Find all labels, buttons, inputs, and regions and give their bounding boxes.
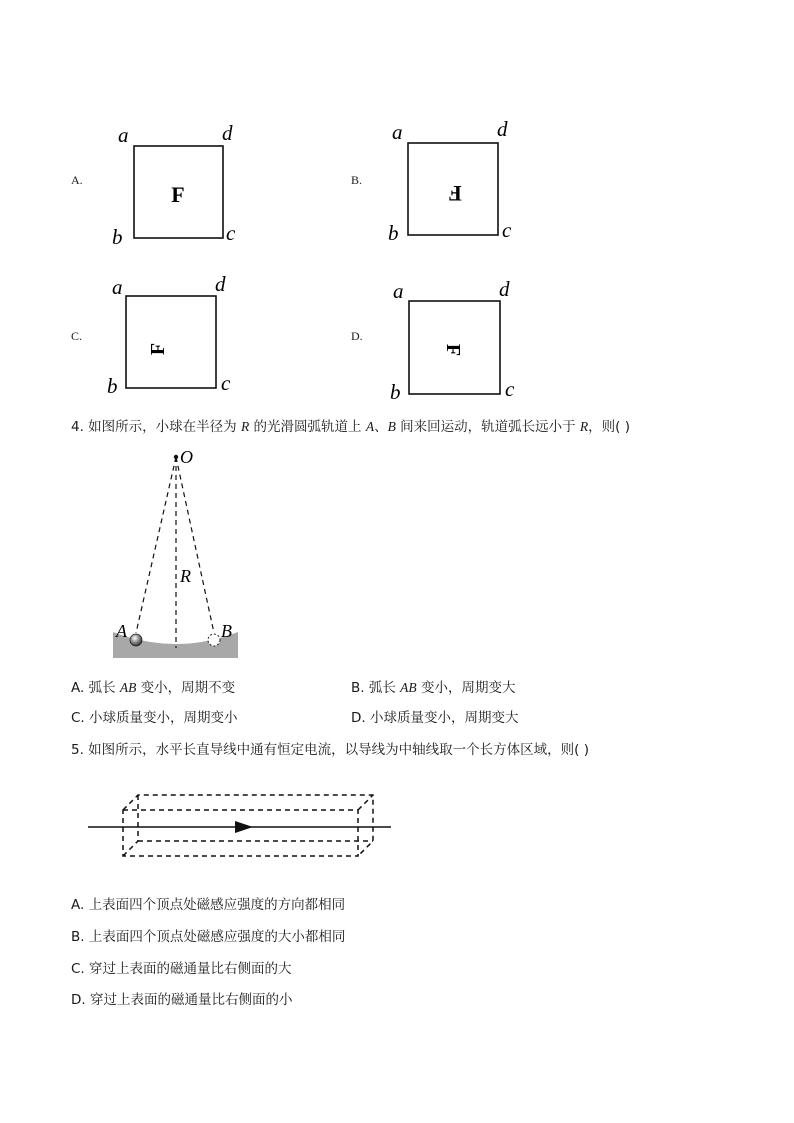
option-letter: A.: [71, 897, 85, 913]
option-text: 小球质量变小，周期变大: [369, 710, 519, 726]
corner-label-d: d: [215, 272, 226, 296]
q4-stem: [71, 415, 630, 435]
letter-f-glyph: F: [448, 181, 462, 206]
q5-option-b: [71, 925, 345, 945]
option-letter: D.: [351, 710, 366, 726]
corner-label-a: a: [393, 279, 404, 303]
q4-option-d: [351, 706, 518, 726]
square-diagram: [384, 275, 524, 405]
q5-option-a: [71, 893, 345, 913]
dashed-line-oa: [136, 457, 176, 633]
corner-label-d: d: [222, 121, 233, 145]
corner-label-c: c: [505, 377, 515, 401]
wire-cuboid-figure: [85, 790, 395, 865]
option-symbol: AB: [119, 680, 137, 695]
letter-f-glyph: F: [171, 182, 185, 207]
option-letter: D.: [351, 329, 363, 343]
current-direction-arrow: [235, 821, 253, 833]
corner-label-a: a: [392, 120, 403, 144]
corner-label-b: b: [107, 374, 118, 398]
square-diagram: [100, 270, 240, 400]
label-o: O: [180, 447, 193, 467]
corner-label-c: c: [221, 371, 231, 395]
label-a: A: [116, 621, 127, 641]
square-diagram: [382, 116, 522, 246]
corner-label-d: d: [497, 117, 508, 141]
corner-label-b: b: [388, 221, 399, 245]
corner-label-a: a: [112, 275, 123, 299]
corner-label-c: c: [502, 218, 512, 242]
option-letter: C.: [71, 329, 83, 343]
stem-text: 间来回运动，轨道弧长远小于: [395, 419, 580, 435]
stem-text: 的光滑圆弧轨道上: [249, 419, 366, 435]
stem-text: ，则( ): [588, 419, 630, 435]
ball-b-dashed: [208, 634, 220, 646]
corner-label-b: b: [112, 225, 123, 249]
letter-f-glyph: F: [442, 343, 464, 357]
letter-f-glyph: F: [147, 342, 169, 356]
pendulum-arc-figure: [108, 445, 248, 665]
corner-label-d: d: [499, 277, 510, 301]
square-diagram: [108, 120, 248, 250]
option-text: 弧长: [88, 680, 120, 696]
option-text: 穿过上表面的磁通量比右侧面的大: [89, 961, 292, 977]
q5-option-d: [71, 988, 292, 1008]
option-letter: D.: [71, 992, 86, 1008]
ball-a: [130, 634, 142, 646]
corner-label-b: b: [390, 380, 401, 404]
stem-symbol: R: [579, 419, 589, 434]
option-text: 穿过上表面的磁通量比右侧面的小: [89, 992, 293, 1008]
option-text: 小球质量变小，周期变小: [89, 710, 238, 726]
stem-symbol: B: [387, 419, 396, 434]
option-letter: B.: [351, 680, 365, 696]
q4-option-b: [351, 676, 515, 696]
option-text: 变小，周期变大: [416, 680, 516, 696]
option-letter: B.: [71, 929, 85, 945]
stem-text: 4. 如图所示，小球在半径为: [71, 419, 241, 435]
option-letter: B.: [351, 173, 363, 187]
stem-text: 、: [374, 419, 388, 435]
option-letter: C.: [71, 710, 85, 726]
q5-stem: 5. 如图所示，水平长直导线中通有恒定电流，以导线为中轴线取一个长方体区域，则( ): [71, 742, 589, 758]
label-b: B: [221, 621, 232, 641]
corner-label-c: c: [226, 221, 236, 245]
dashed-line-ob: [176, 457, 214, 633]
stem-symbol: R: [240, 419, 250, 434]
pivot-point: [174, 455, 178, 459]
corner-label-a: a: [118, 123, 129, 147]
label-r: R: [180, 566, 191, 586]
stem-symbol: A: [365, 419, 375, 434]
option-text: 变小，周期不变: [136, 680, 236, 696]
option-letter: A.: [71, 680, 85, 696]
option-text: 上表面四个顶点处磁感应强度的大小都相同: [88, 929, 346, 945]
option-letter: C.: [71, 961, 85, 977]
q4-option-c: [71, 706, 238, 726]
option-text: 弧长: [368, 680, 401, 696]
q4-option-a: [71, 676, 235, 696]
option-symbol: AB: [400, 680, 417, 695]
option-letter: A.: [71, 173, 83, 187]
q5-option-c: [71, 957, 292, 977]
option-text: 上表面四个顶点处磁感应强度的方向都相同: [88, 897, 346, 913]
